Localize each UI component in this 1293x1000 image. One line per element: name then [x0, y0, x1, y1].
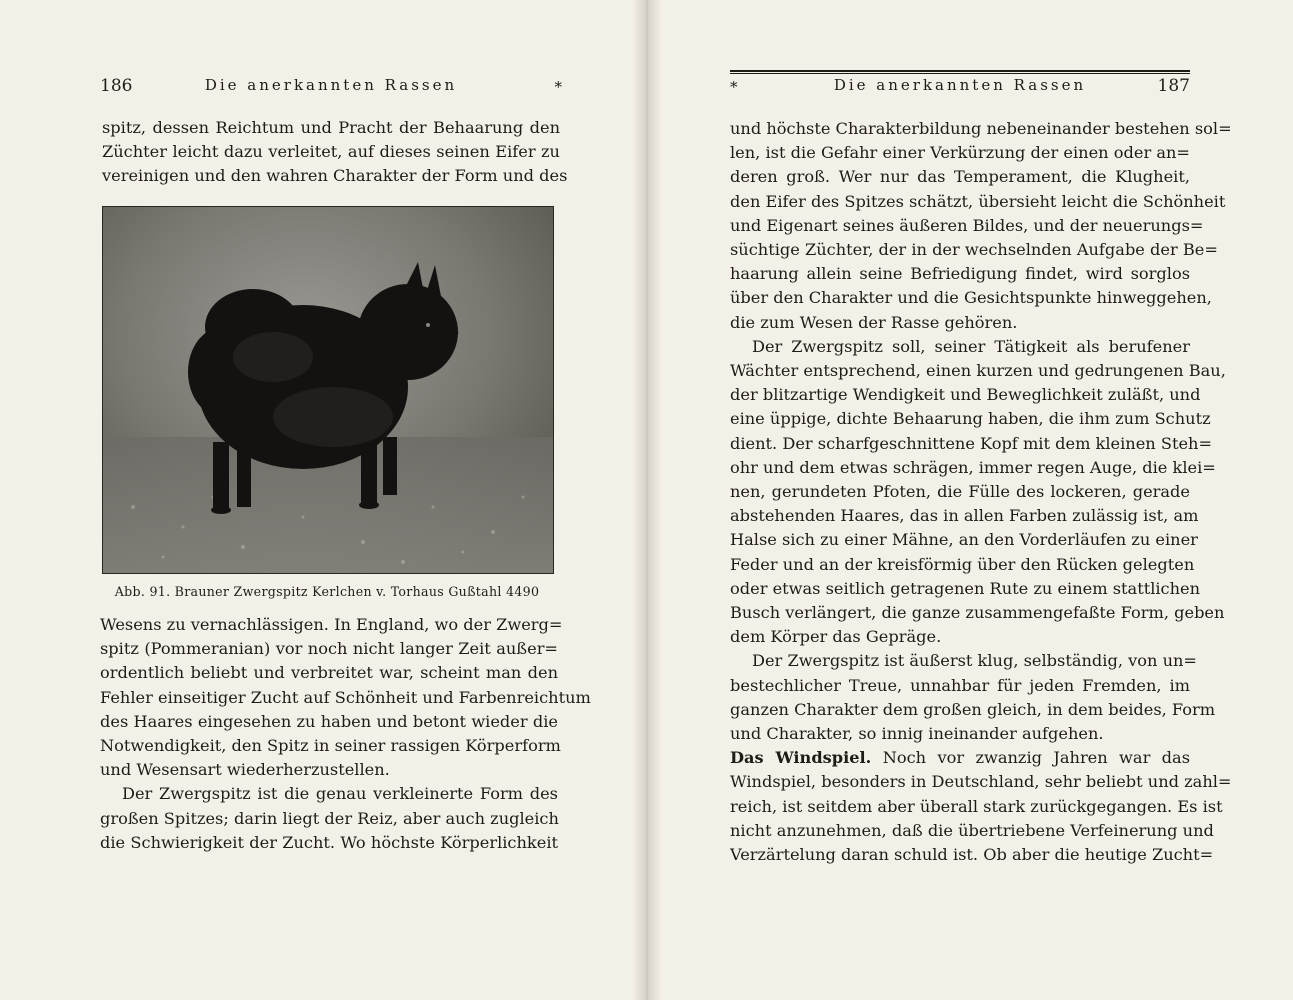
text-line: haarung allein seine Befriedigung findet, wird sorglos — [730, 264, 1190, 284]
right-page-header — [730, 76, 1190, 100]
text-line: spitz, dessen Reichtum und Pracht der Behaarung den — [102, 118, 560, 137]
text-line: eine üppige, dichte Behaarung haben, die ihm zum Schutz — [730, 409, 1211, 429]
text-line: die zum Wesen der Rasse gehören. — [730, 312, 1018, 332]
text-line: deren groß. Wer nur das Temperament, die Klugheit, — [730, 167, 1190, 187]
left-bottom-text — [100, 613, 591, 855]
text-line: Windspiel, besonders in Deutschland, sehr beliebt und zahl= — [730, 772, 1232, 792]
left-running-title: Die anerkannten Rassen — [204, 76, 458, 94]
text-line: Der Zwergspitz ist äußerst klug, selbständig, von un= — [752, 651, 1197, 671]
text-line: ohr und dem etwas schrägen, immer regen Auge, die klei= — [730, 457, 1216, 477]
text-line: dem Körper das Gepräge. — [730, 627, 942, 647]
text-line: Notwendigkeit, den Spitz in seiner rassigen Körperform — [100, 736, 561, 756]
text-line: und Wesensart wiederherzustellen. — [100, 760, 390, 780]
text-line: Wesens zu vernachlässigen. In England, wo der Zwerg= — [100, 615, 563, 634]
text-line: über den Charakter und die Gesichtspunkte hinweggehen, — [730, 288, 1212, 308]
text-line: ganzen Charakter dem großen gleich, in dem beides, Form — [730, 699, 1216, 719]
left-page-number: 186 — [100, 76, 133, 96]
right-ornament: * — [730, 78, 738, 96]
text-line: nicht anzunehmen, daß die übertriebene Verfeinerung und — [730, 820, 1214, 840]
text-line: Verzärtelung daran schuld ist. Ob aber die heutige Zucht= — [730, 845, 1214, 865]
right-main-text — [730, 117, 1232, 867]
text-line: spitz (Pommeranian) vor noch nicht langer Zeit außer= — [100, 639, 558, 659]
right-page-number: 187 — [1157, 76, 1190, 96]
right-page — [646, 0, 1293, 1000]
header-rule — [730, 70, 1190, 74]
text-line: len, ist die Gefahr einer Verkürzung der einen oder an= — [730, 143, 1190, 163]
text-line: dient. Der scharfgeschnittene Kopf mit dem kleinen Steh= — [730, 433, 1213, 453]
text-line: Halse sich zu einer Mähne, an den Vorderläufen zu einer — [730, 530, 1198, 550]
text-line: Feder und an der kreisförmig über den Rücken gelegten — [730, 554, 1195, 574]
dog-photograph — [102, 206, 554, 574]
text-line: der blitzartige Wendigkeit und Beweglichkeit zuläßt, und — [730, 385, 1201, 405]
text-line: reich, ist seitdem aber überall stark zurückgegangen. Es ist — [730, 796, 1223, 816]
figure-caption: Abb. 91. Brauner Zwergspitz Kerlchen v. Torhaus Gußtahl 4490 — [114, 584, 540, 599]
text-line: bestechlicher Treue, unnahbar für jeden Fremden, im — [730, 675, 1190, 695]
text-line: des Haares eingesehen zu haben und betont wieder die — [100, 711, 558, 731]
section-heading-windspiel: Das Windspiel. — [730, 748, 872, 768]
text-line: Wächter entsprechend, einen kurzen und gedrungenen Bau, — [730, 361, 1226, 381]
text-line: Züchter leicht dazu verleitet, auf dieses seinen Eifer zu — [102, 142, 560, 162]
text-line: nen, gerundeten Pfoten, die Fülle des lockeren, gerade — [730, 482, 1190, 502]
text-line: süchtige Züchter, der in der wechselnden Aufgabe der Be= — [730, 240, 1218, 260]
text-line: Der Zwergspitz soll, seiner Tätigkeit als berufener — [752, 336, 1190, 356]
text-line: und höchste Charakterbildung nebeneinander bestehen sol= — [730, 119, 1232, 138]
text-fragment: Noch vor zwanzig Jahren war das — [871, 748, 1190, 768]
left-page — [0, 0, 646, 1000]
text-line: ordentlich beliebt und verbreitet war, scheint man den — [100, 663, 558, 683]
text-line: die Schwierigkeit der Zucht. Wo höchste Körperlichkeit — [100, 832, 558, 852]
left-page-header — [100, 76, 562, 100]
text-line: und Charakter, so innig ineinander aufgehen. — [730, 724, 1104, 744]
windspiel-first-line — [730, 746, 1190, 770]
right-running-title: Die anerkannten Rassen — [833, 76, 1087, 94]
text-line: Fehler einseitiger Zucht auf Schönheit und Farbenreichtum — [100, 687, 591, 707]
text-line: Busch verlängert, die ganze zusammengefaßte Form, geben — [730, 603, 1225, 623]
text-line: vereinigen und den wahren Charakter der Form und des — [102, 166, 568, 186]
left-top-paragraph — [102, 116, 568, 189]
left-ornament: * — [554, 78, 562, 96]
book-gutter — [632, 0, 662, 1000]
text-line: großen Spitzes; darin liegt der Reiz, aber auch zugleich — [100, 808, 559, 828]
text-line: Der Zwergspitz ist die genau verkleinerte Form des — [122, 784, 558, 804]
text-line: und Eigenart seines äußeren Bildes, und der neuerungs= — [730, 215, 1204, 235]
text-line: abstehenden Haares, das in allen Farben zulässig ist, am — [730, 506, 1199, 526]
text-line: den Eifer des Spitzes schätzt, übersieht leicht die Schönheit — [730, 191, 1226, 211]
text-line: oder etwas seitlich getragenen Rute zu einem stattlichen — [730, 578, 1201, 598]
zwergspitz-photo — [103, 207, 553, 573]
